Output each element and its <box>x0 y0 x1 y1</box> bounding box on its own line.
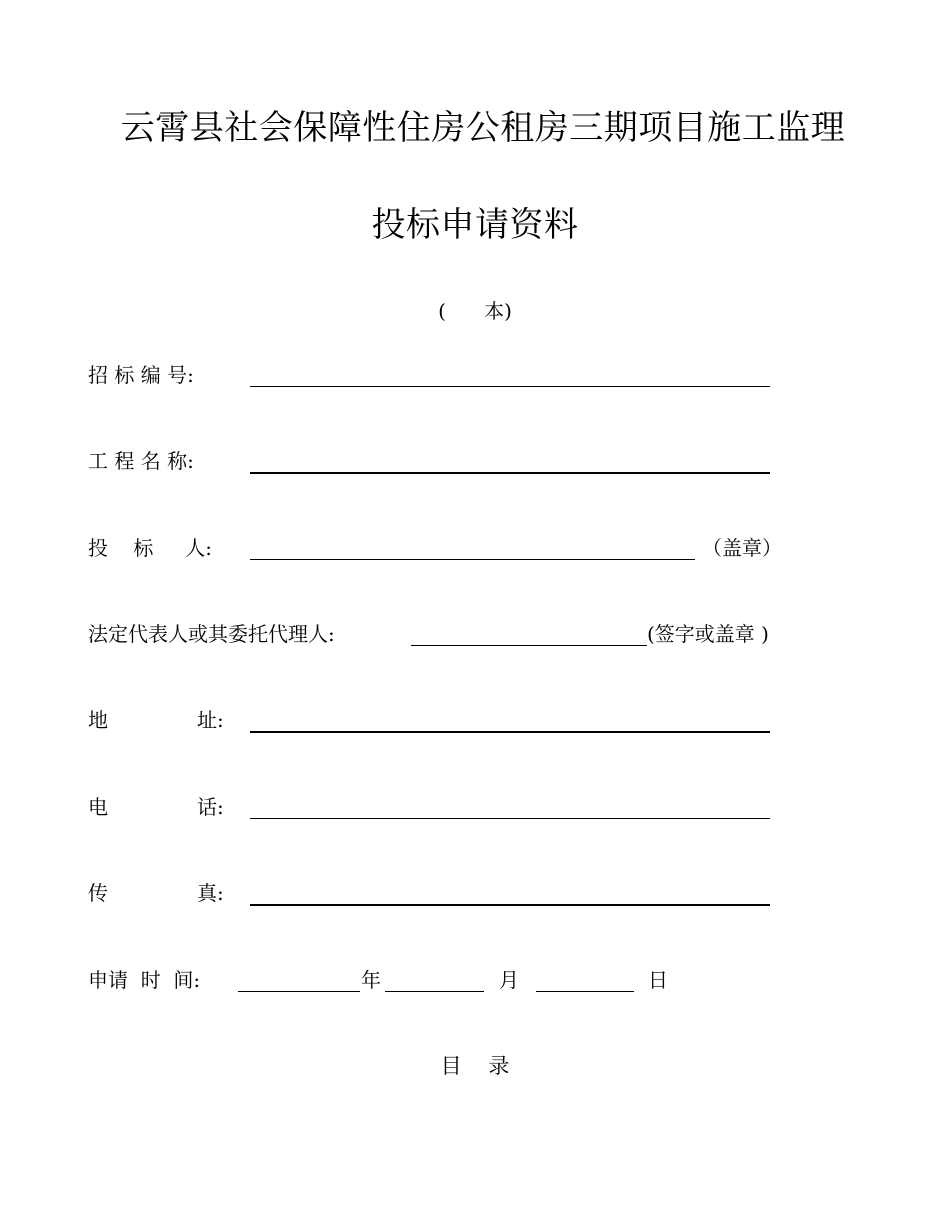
month-field[interactable] <box>385 991 484 992</box>
table-of-contents-heading: 目 录 <box>440 1054 510 1078</box>
application-date-label: 申请 时 间: <box>88 968 201 992</box>
legal-rep-sign-note: (签字或盖章 ) <box>647 622 769 646</box>
fax-field[interactable] <box>250 904 770 906</box>
bid-number-field[interactable] <box>250 386 770 387</box>
legal-rep-field[interactable] <box>411 645 647 646</box>
document-title-line2: 投标申请资料 <box>371 205 579 245</box>
day-label: 日 <box>648 968 668 992</box>
phone-label: 电 话: <box>88 795 224 819</box>
bidder-row <box>88 533 808 563</box>
bidder-label: 投 标 人: <box>88 536 212 560</box>
fax-row <box>88 878 788 908</box>
day-field[interactable] <box>536 991 634 992</box>
phone-field[interactable] <box>250 818 770 819</box>
legal-rep-label: 法定代表人或其委托代理人: <box>88 622 335 646</box>
phone-row <box>88 792 788 822</box>
fax-label: 传 真: <box>88 881 224 905</box>
year-field[interactable] <box>238 991 360 992</box>
project-name-field[interactable] <box>250 472 770 474</box>
project-name-label: 工 程 名 称: <box>88 449 194 473</box>
legal-rep-row <box>88 619 808 649</box>
address-row <box>88 705 788 735</box>
copy-count-label: ( 本) <box>438 299 512 323</box>
bidder-field[interactable] <box>250 559 695 560</box>
bid-number-row <box>88 360 788 390</box>
application-date-row <box>88 965 708 995</box>
project-name-row <box>88 446 788 476</box>
address-label: 地 址: <box>88 708 224 732</box>
bidder-seal-note: （盖章） <box>702 536 782 560</box>
month-label: 月 <box>499 968 519 992</box>
bid-number-label: 招 标 编 号: <box>88 363 194 387</box>
document-title-line1: 云霄县社会保障性住房公租房三期项目施工监理 <box>120 108 846 148</box>
address-field[interactable] <box>250 731 770 733</box>
year-label: 年 <box>361 968 381 992</box>
